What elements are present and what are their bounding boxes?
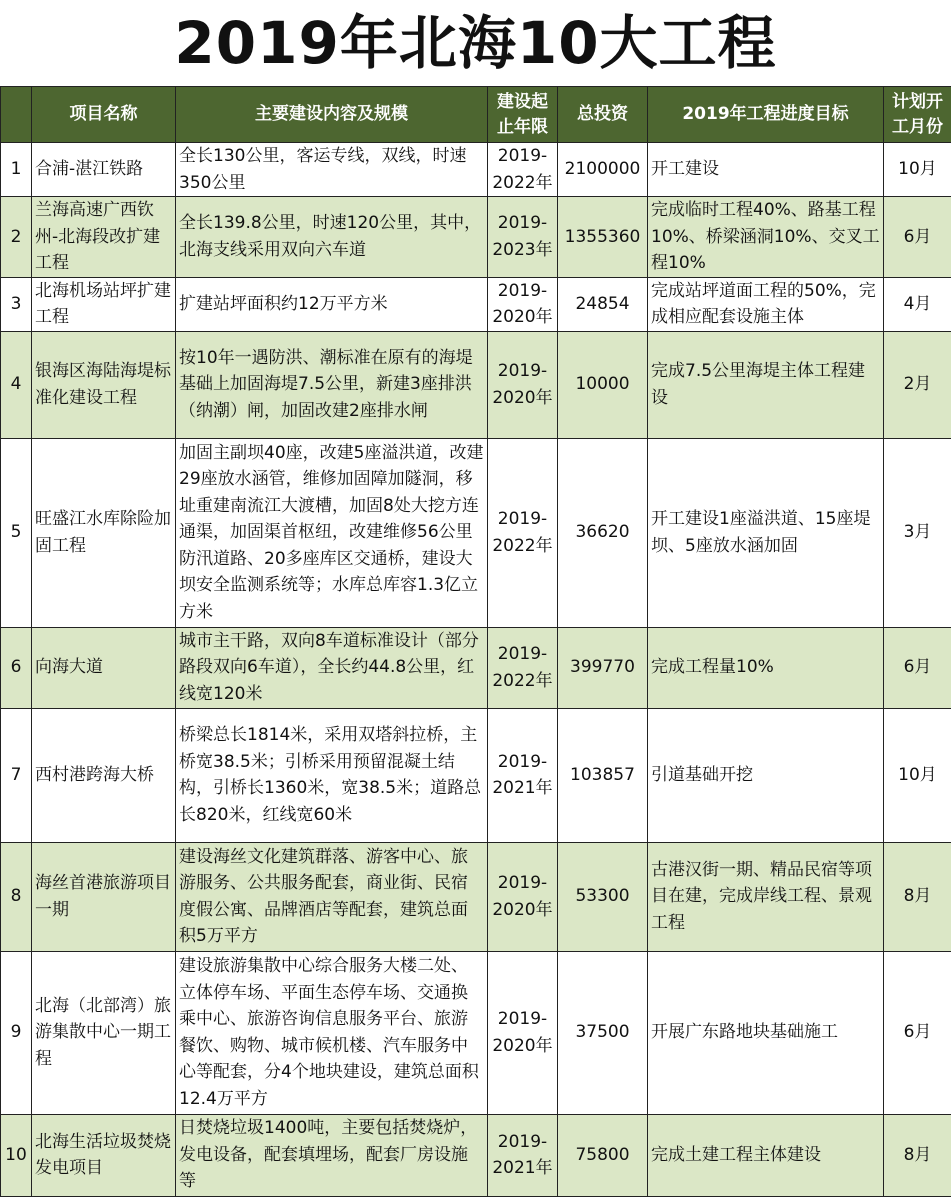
row-target: 完成土建工程主体建设 <box>648 1114 884 1196</box>
table-row <box>1 951 951 1114</box>
row-index: 9 <box>1 951 32 1114</box>
row-index: 4 <box>1 331 32 438</box>
table-row <box>1 331 951 438</box>
header-target: 2019年工程进度目标 <box>648 87 884 143</box>
row-investment: 10000 <box>558 331 648 438</box>
projects-table <box>0 86 951 1197</box>
row-index: 2 <box>1 197 32 278</box>
row-name: 北海（北部湾）旅游集散中心一期工程 <box>32 951 176 1114</box>
row-name: 海丝首港旅游项目一期 <box>32 842 176 951</box>
row-investment: 103857 <box>558 708 648 842</box>
row-name: 向海大道 <box>32 627 176 708</box>
row-investment: 37500 <box>558 951 648 1114</box>
row-month: 6月 <box>884 197 951 278</box>
row-month: 10月 <box>884 143 951 197</box>
row-content: 日焚烧垃圾1400吨，主要包括焚烧炉，发电设备，配套填埋场，配套厂房设施等 <box>176 1114 488 1196</box>
row-index: 3 <box>1 277 32 331</box>
row-target: 开工建设1座溢洪道、15座堤坝、5座放水涵加固 <box>648 438 884 627</box>
row-investment: 53300 <box>558 842 648 951</box>
row-name: 兰海高速广西钦州-北海段改扩建工程 <box>32 197 176 278</box>
row-content: 城市主干路，双向8车道标准设计（部分路段双向6车道），全长约44.8公里，红线宽120米 <box>176 627 488 708</box>
table-header-row <box>1 87 951 143</box>
row-period: 2019-2021年 <box>488 708 558 842</box>
table-row <box>1 277 951 331</box>
row-target: 古港汉街一期、精品民宿等项目在建，完成岸线工程、景观工程 <box>648 842 884 951</box>
row-period: 2019-2022年 <box>488 143 558 197</box>
header-period: 建设起止年限 <box>488 87 558 143</box>
row-period: 2019-2023年 <box>488 197 558 278</box>
row-content: 全长130公里，客运专线，双线，时速350公里 <box>176 143 488 197</box>
row-content: 扩建站坪面积约12万平方米 <box>176 277 488 331</box>
row-target: 开展广东路地块基础施工 <box>648 951 884 1114</box>
row-index: 8 <box>1 842 32 951</box>
row-name: 北海生活垃圾焚烧发电项目 <box>32 1114 176 1196</box>
row-period: 2019-2020年 <box>488 331 558 438</box>
row-period: 2019-2020年 <box>488 951 558 1114</box>
row-content: 桥梁总长1814米，采用双塔斜拉桥，主桥宽38.5米；引桥采用预留混凝土结构，引桥长1360米，宽38.5米；道路总长820米，红线宽60米 <box>176 708 488 842</box>
header-investment: 总投资 <box>558 87 648 143</box>
table-row <box>1 1114 951 1196</box>
row-index: 1 <box>1 143 32 197</box>
row-month: 10月 <box>884 708 951 842</box>
row-name: 西村港跨海大桥 <box>32 708 176 842</box>
row-period: 2019-2021年 <box>488 1114 558 1196</box>
table-row <box>1 627 951 708</box>
header-name: 项目名称 <box>32 87 176 143</box>
table-row <box>1 842 951 951</box>
row-investment: 36620 <box>558 438 648 627</box>
row-index: 5 <box>1 438 32 627</box>
table-row <box>1 197 951 278</box>
row-index: 10 <box>1 1114 32 1196</box>
row-content: 全长139.8公里，时速120公里，其中，北海支线采用双向六车道 <box>176 197 488 278</box>
row-investment: 75800 <box>558 1114 648 1196</box>
row-period: 2019-2020年 <box>488 842 558 951</box>
header-content: 主要建设内容及规模 <box>176 87 488 143</box>
table-row <box>1 143 951 197</box>
row-name: 合浦-湛江铁路 <box>32 143 176 197</box>
table-row <box>1 708 951 842</box>
row-investment: 24854 <box>558 277 648 331</box>
row-content: 按10年一遇防洪、潮标准在原有的海堤基础上加固海堤7.5公里，新建3座排洪（纳潮）闸，加固改建2座排水闸 <box>176 331 488 438</box>
row-month: 4月 <box>884 277 951 331</box>
row-content: 加固主副坝40座，改建5座溢洪道，改建29座放水涵管，维修加固障加隧洞，移址重建南流江大渡槽，加固8处大挖方连通渠，加固渠首枢纽，改建维修56公里防汛道路、20多座库区交通桥，建设大坝安全监测系统等；水库总库容1.3亿立方米 <box>176 438 488 627</box>
row-investment: 1355360 <box>558 197 648 278</box>
row-month: 3月 <box>884 438 951 627</box>
page-title: 2019年北海10大工程 <box>0 0 951 86</box>
row-name: 银海区海陆海堤标准化建设工程 <box>32 331 176 438</box>
row-month: 6月 <box>884 627 951 708</box>
row-target: 引道基础开挖 <box>648 708 884 842</box>
row-target: 完成站坪道面工程的50%，完成相应配套设施主体 <box>648 277 884 331</box>
row-month: 8月 <box>884 1114 951 1196</box>
row-month: 8月 <box>884 842 951 951</box>
row-target: 完成7.5公里海堤主体工程建设 <box>648 331 884 438</box>
row-investment: 399770 <box>558 627 648 708</box>
row-period: 2019-2020年 <box>488 277 558 331</box>
table-row <box>1 438 951 627</box>
row-content: 建设海丝文化建筑群落、游客中心、旅游服务、公共服务配套，商业街、民宿度假公寓、品牌酒店等配套，建筑总面积5万平方 <box>176 842 488 951</box>
row-target: 开工建设 <box>648 143 884 197</box>
row-name: 北海机场站坪扩建工程 <box>32 277 176 331</box>
row-target: 完成工程量10% <box>648 627 884 708</box>
row-index: 6 <box>1 627 32 708</box>
row-month: 2月 <box>884 331 951 438</box>
row-target: 完成临时工程40%、路基工程10%、桥梁涵洞10%、交叉工程10% <box>648 197 884 278</box>
row-month: 6月 <box>884 951 951 1114</box>
row-investment: 2100000 <box>558 143 648 197</box>
row-index: 7 <box>1 708 32 842</box>
row-period: 2019-2022年 <box>488 438 558 627</box>
row-content: 建设旅游集散中心综合服务大楼二处、立体停车场、平面生态停车场、交通换乘中心、旅游咨询信息服务平台、旅游餐饮、购物、城市候机楼、汽车服务中心等配套，分4个地块建设，建筑总面积12.4万平方 <box>176 951 488 1114</box>
header-month: 计划开工月份 <box>884 87 951 143</box>
row-name: 旺盛江水库除险加固工程 <box>32 438 176 627</box>
row-period: 2019-2022年 <box>488 627 558 708</box>
header-index <box>1 87 32 143</box>
